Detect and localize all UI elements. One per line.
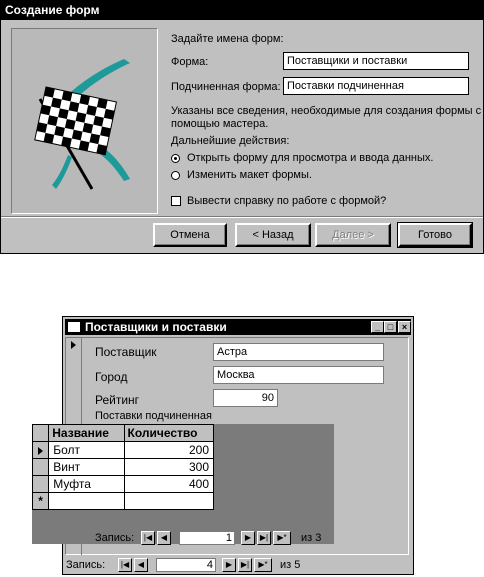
cancel-button[interactable]: Отмена bbox=[153, 223, 227, 247]
column-header-quantity[interactable]: Количество bbox=[124, 425, 214, 442]
close-button[interactable]: × bbox=[398, 321, 411, 333]
finish-button[interactable]: Готово bbox=[398, 223, 472, 247]
cell-name[interactable]: Муфта bbox=[49, 476, 124, 493]
form-wizard-dialog bbox=[0, 0, 484, 254]
new-record-marker: * bbox=[33, 493, 49, 510]
form-record-navigator bbox=[66, 558, 346, 574]
last-record-icon[interactable]: ▶| bbox=[257, 531, 271, 545]
next-button[interactable]: Далее > bbox=[315, 223, 391, 247]
city-input[interactable]: Москва bbox=[213, 366, 384, 384]
subform-record-number[interactable]: 1 bbox=[179, 531, 235, 545]
cell-quantity-new[interactable] bbox=[124, 493, 214, 510]
cell-quantity[interactable]: 200 bbox=[124, 442, 214, 459]
row-selector[interactable] bbox=[33, 459, 49, 476]
back-button[interactable]: < Назад bbox=[235, 223, 311, 247]
row-selector-header bbox=[33, 425, 49, 442]
minimize-button[interactable]: _ bbox=[371, 321, 384, 333]
maximize-button[interactable]: □ bbox=[384, 321, 397, 333]
cell-name-new[interactable] bbox=[49, 493, 124, 510]
form-nav-label: Запись: bbox=[66, 559, 106, 571]
prev-record-icon[interactable]: ◀ bbox=[134, 558, 148, 572]
dialog-title: Создание форм bbox=[1, 1, 483, 20]
subform-name-input[interactable]: Поставки подчиненная bbox=[283, 77, 469, 95]
new-record-icon[interactable]: ▶* bbox=[254, 558, 272, 572]
rating-label: Рейтинг bbox=[95, 393, 140, 407]
new-record-row[interactable] bbox=[33, 493, 214, 510]
open-form-option-label[interactable]: Открыть форму для просмотра и ввода данных. bbox=[187, 152, 434, 164]
info-text-line1: Указаны все сведения, необходимые для создания формы с bbox=[171, 105, 482, 117]
names-prompt: Задайте имена форм: bbox=[171, 33, 284, 45]
last-record-icon[interactable]: ▶| bbox=[238, 558, 252, 572]
first-record-icon[interactable]: |◀ bbox=[118, 558, 132, 572]
rating-input[interactable]: 90 bbox=[213, 389, 278, 407]
cell-name[interactable]: Болт bbox=[49, 442, 124, 459]
form-name-input[interactable]: Поставщики и поставки bbox=[283, 52, 469, 70]
next-record-icon[interactable]: ▶ bbox=[241, 531, 255, 545]
form-window-title-text: Поставщики и поставки bbox=[85, 320, 227, 334]
subform-record-total: из 3 bbox=[301, 532, 322, 544]
cell-quantity[interactable]: 300 bbox=[124, 459, 214, 476]
cell-name[interactable]: Винт bbox=[49, 459, 124, 476]
prev-record-icon[interactable]: ◀ bbox=[157, 531, 171, 545]
form-window-title bbox=[65, 319, 411, 335]
dialog-separator bbox=[1, 216, 483, 218]
info-text-line2: помощью мастера. bbox=[171, 118, 269, 130]
row-selector[interactable] bbox=[33, 442, 49, 459]
subform-record-navigator bbox=[95, 531, 335, 547]
open-form-radio[interactable] bbox=[171, 154, 180, 163]
table-row[interactable] bbox=[33, 476, 214, 493]
subform-name-label: Подчиненная форма: bbox=[171, 81, 281, 93]
form-icon[interactable] bbox=[68, 322, 80, 332]
new-record-icon[interactable]: ▶* bbox=[273, 531, 291, 545]
current-row-icon bbox=[38, 447, 43, 455]
current-record-icon bbox=[71, 341, 76, 349]
help-checkbox[interactable] bbox=[171, 196, 181, 206]
checkered-flag-illustration bbox=[11, 28, 158, 214]
modify-layout-radio[interactable] bbox=[171, 171, 180, 180]
help-checkbox-label[interactable]: Вывести справку по работе с формой? bbox=[187, 195, 387, 207]
subform-nav-label: Запись: bbox=[95, 532, 135, 544]
datasheet-header-row bbox=[33, 425, 214, 442]
form-name-label: Форма: bbox=[171, 56, 209, 68]
first-record-icon[interactable]: |◀ bbox=[141, 531, 155, 545]
form-record-number[interactable]: 4 bbox=[156, 558, 216, 572]
deliveries-datasheet bbox=[32, 424, 214, 510]
supplier-label: Поставщик bbox=[95, 345, 157, 359]
supplier-input[interactable]: Астра bbox=[213, 343, 384, 361]
column-header-name[interactable]: Название bbox=[49, 425, 124, 442]
table-row[interactable] bbox=[33, 442, 214, 459]
subform-caption: Поставки подчиненная bbox=[95, 410, 212, 422]
next-actions-label: Дальнейшие действия: bbox=[171, 135, 290, 147]
row-selector[interactable] bbox=[33, 476, 49, 493]
modify-layout-option-label[interactable]: Изменить макет формы. bbox=[187, 169, 312, 181]
city-label: Город bbox=[95, 370, 128, 384]
table-row[interactable] bbox=[33, 459, 214, 476]
deliveries-subform bbox=[32, 424, 334, 544]
form-record-total: из 5 bbox=[280, 559, 301, 571]
next-record-icon[interactable]: ▶ bbox=[222, 558, 236, 572]
cell-quantity[interactable]: 400 bbox=[124, 476, 214, 493]
